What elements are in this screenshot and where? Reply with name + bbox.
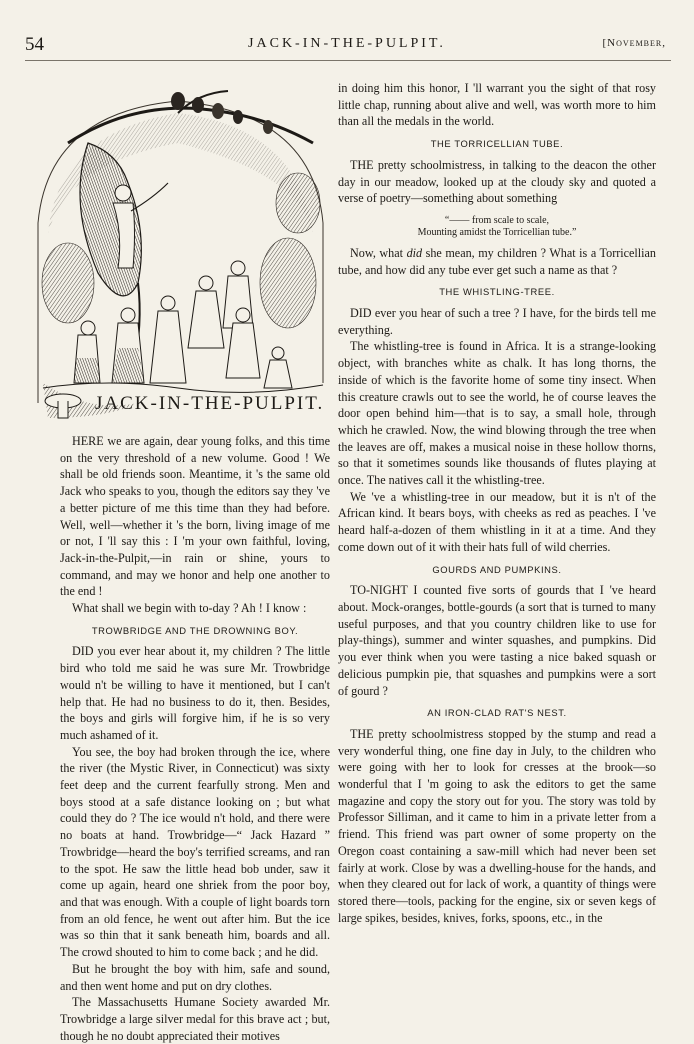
running-month: [November, [602,37,666,49]
torr-text-a: Now, what [350,245,407,260]
heading-whistling-tree: THE WHISTLING-TREE. [439,286,555,298]
intro-paragraph-1: HERE we are again, dear young folks, and this time on the very threshold of a new volume. Good ! We shall be old friends soon. Meantime, it 's the same old Jack who speaks to you, though the editors say they 've a better picture of me this time than they had before. Well, well—whether it 's the born, living image of me or not, I 'll say this : I 'm your own faithful, loving, Jack-in-the-Pulpit,—in rain or shine, yours to command, and may we honor and help one another to the end ! [60,434,330,599]
page-number: 54 [25,34,44,55]
heading-gourds: GOURDS AND PUMPKINS. [432,563,562,575]
heading-torricellian: THE TORRICELLIAN TUBE. [430,138,564,150]
gourds-paragraph-1: TO-NIGHT I counted five sorts of gourds that I 've heard about. Mock-oranges, bottle-gourds (a sort that is turned to many useful purposes, and that you country children like to use for play-things), summer and winter squashes, and pumpkins. Did you ever think when you were tasting a nice baked squash or delicious pumpkin pie, that squashes and pumpkins were a sort of gourd ? [338,583,656,698]
verse-quote [338,215,656,239]
heading-rats-nest: AN IRON-CLAD RAT'S NEST. [427,707,567,719]
whistling-paragraph-1: DID ever you hear of such a tree ? I have, for the birds tell me everything. [338,306,656,337]
verse-line-2: Mounting amidst the Torricellian tube.” [417,226,577,238]
heading-trowbridge: TROWBRIDGE AND THE DROWNING BOY. [91,624,299,636]
trowbridge-paragraph-3: But he brought the boy with him, safe and sound, and then went home and put on dry clothes. [60,961,330,993]
torricellian-paragraph-2 [338,245,656,278]
intro-paragraph-2: What shall we begin with to-day ? Ah ! I know : [72,601,307,616]
trowbridge-paragraph-4: The Massachusetts Humane Society awarded Mr. Trowbridge a large silver medal for this brave act ; but, though he no doubt appreciated their motives [60,995,330,1043]
header-rule [25,60,671,61]
trowbridge-paragraph-1: DID you ever hear about it, my children ? The little bird who told me said he was sure Mr. Trowbridge would n't be willing to have it mentioned, but I can't help that. He had no business to do it, then. Besides, the boys and girls will forgive him, if he is so very much ashamed of it. [60,644,330,742]
verse-line-1: “—— from scale to scale, [444,214,550,226]
continued-paragraph: in doing him this honor, I 'll warrant you the sight of that rosy little chap, running about alive and well, was worth more to him than all the medals in the world. [338,81,656,129]
running-title: JACK-IN-THE-PULPIT. [248,36,446,51]
jack-in-the-pulpit-engraving [28,83,330,425]
rats-nest-paragraph-1: THE pretty schoolmistress stopped by the stump and read a very wonderful thing, one fine day in July, to the children who were going with her to look for cresses at the brook—so wonderful that I 'm going to ask the editors to get the same magazine and copy the story out for you. The story was told by Professor Silliman, and it came to him in a private letter from a friend. This friend was part owner of some property on the Oregon coast containing a saw-mill which had never been set fairly at work. Close by was a dwelling-house for the hands, and when they cleared out for lack of work, a quantity of things were stored there—tools, packing for the engine, six or seven kegs of large spikes, besides, knives, forks, spoons, etc., in the [338,726,656,925]
whistling-paragraph-3: We 've a whistling-tree in our meadow, but it is n't of the African kind. It bears boys, with cheeks as red as peaches. I 've heard half-a-dozen of them whistling in it at a time. And they come down out of it with their hats full of wild cherries. [338,489,656,554]
right-column [338,80,656,926]
torr-text-b: she mean, my children ? What is a Torricellian tube, and how did any tube ever get such a name as that ? [338,245,657,277]
torricellian-paragraph-1: THE pretty schoolmistress, in talking to the deacon the other day in our meadow, looked up at the cloudy sky and quoted a verse of poetry—something about something [338,157,656,206]
illustration-title: JACK-IN-THE-PULPIT. [95,393,325,414]
left-column [60,433,330,1044]
trowbridge-paragraph-2: You see, the boy had broken through the ice, where the river (the Mystic River, in Connecticut) was sixty feet deep and the current fearfully strong. Men and boys stood at a safe distance looking on ; but what could they do ? The ice would n't hold, and there were no boats at hand. Trowbridge—“ Jack Hazard ” Trowbridge—heard the boy's terrified screams, and ran to the spot. He saw the little head bob under, saw it come up again, heard one shriek from the poor boy, and that was enough. With a couple of light boards torn from an old fence, he went out after him. But the ice was so thin that it sank beneath him, boards and all. The crowd shouted to him to come back ; and he did. [60,744,330,960]
whistling-paragraph-2: The whistling-tree is found in Africa. It is a strange-looking object, with branches white as chalk. It has long thorns, the inside of which is the favorite home of some tiny insect. When this creature crawls out to see the world, he of course leaves the door open behind him—that is to say, a small hole, through which he crawled. Now, the wind blowing through the tree when the leaves are off, makes a musical noise in these hollow thorns, so that it sometimes sounds like thousands of flutes playing at once. The natives call it the whistling-tree. [338,339,656,488]
page-header [0,34,694,54]
torr-emphasis: did [406,245,423,260]
